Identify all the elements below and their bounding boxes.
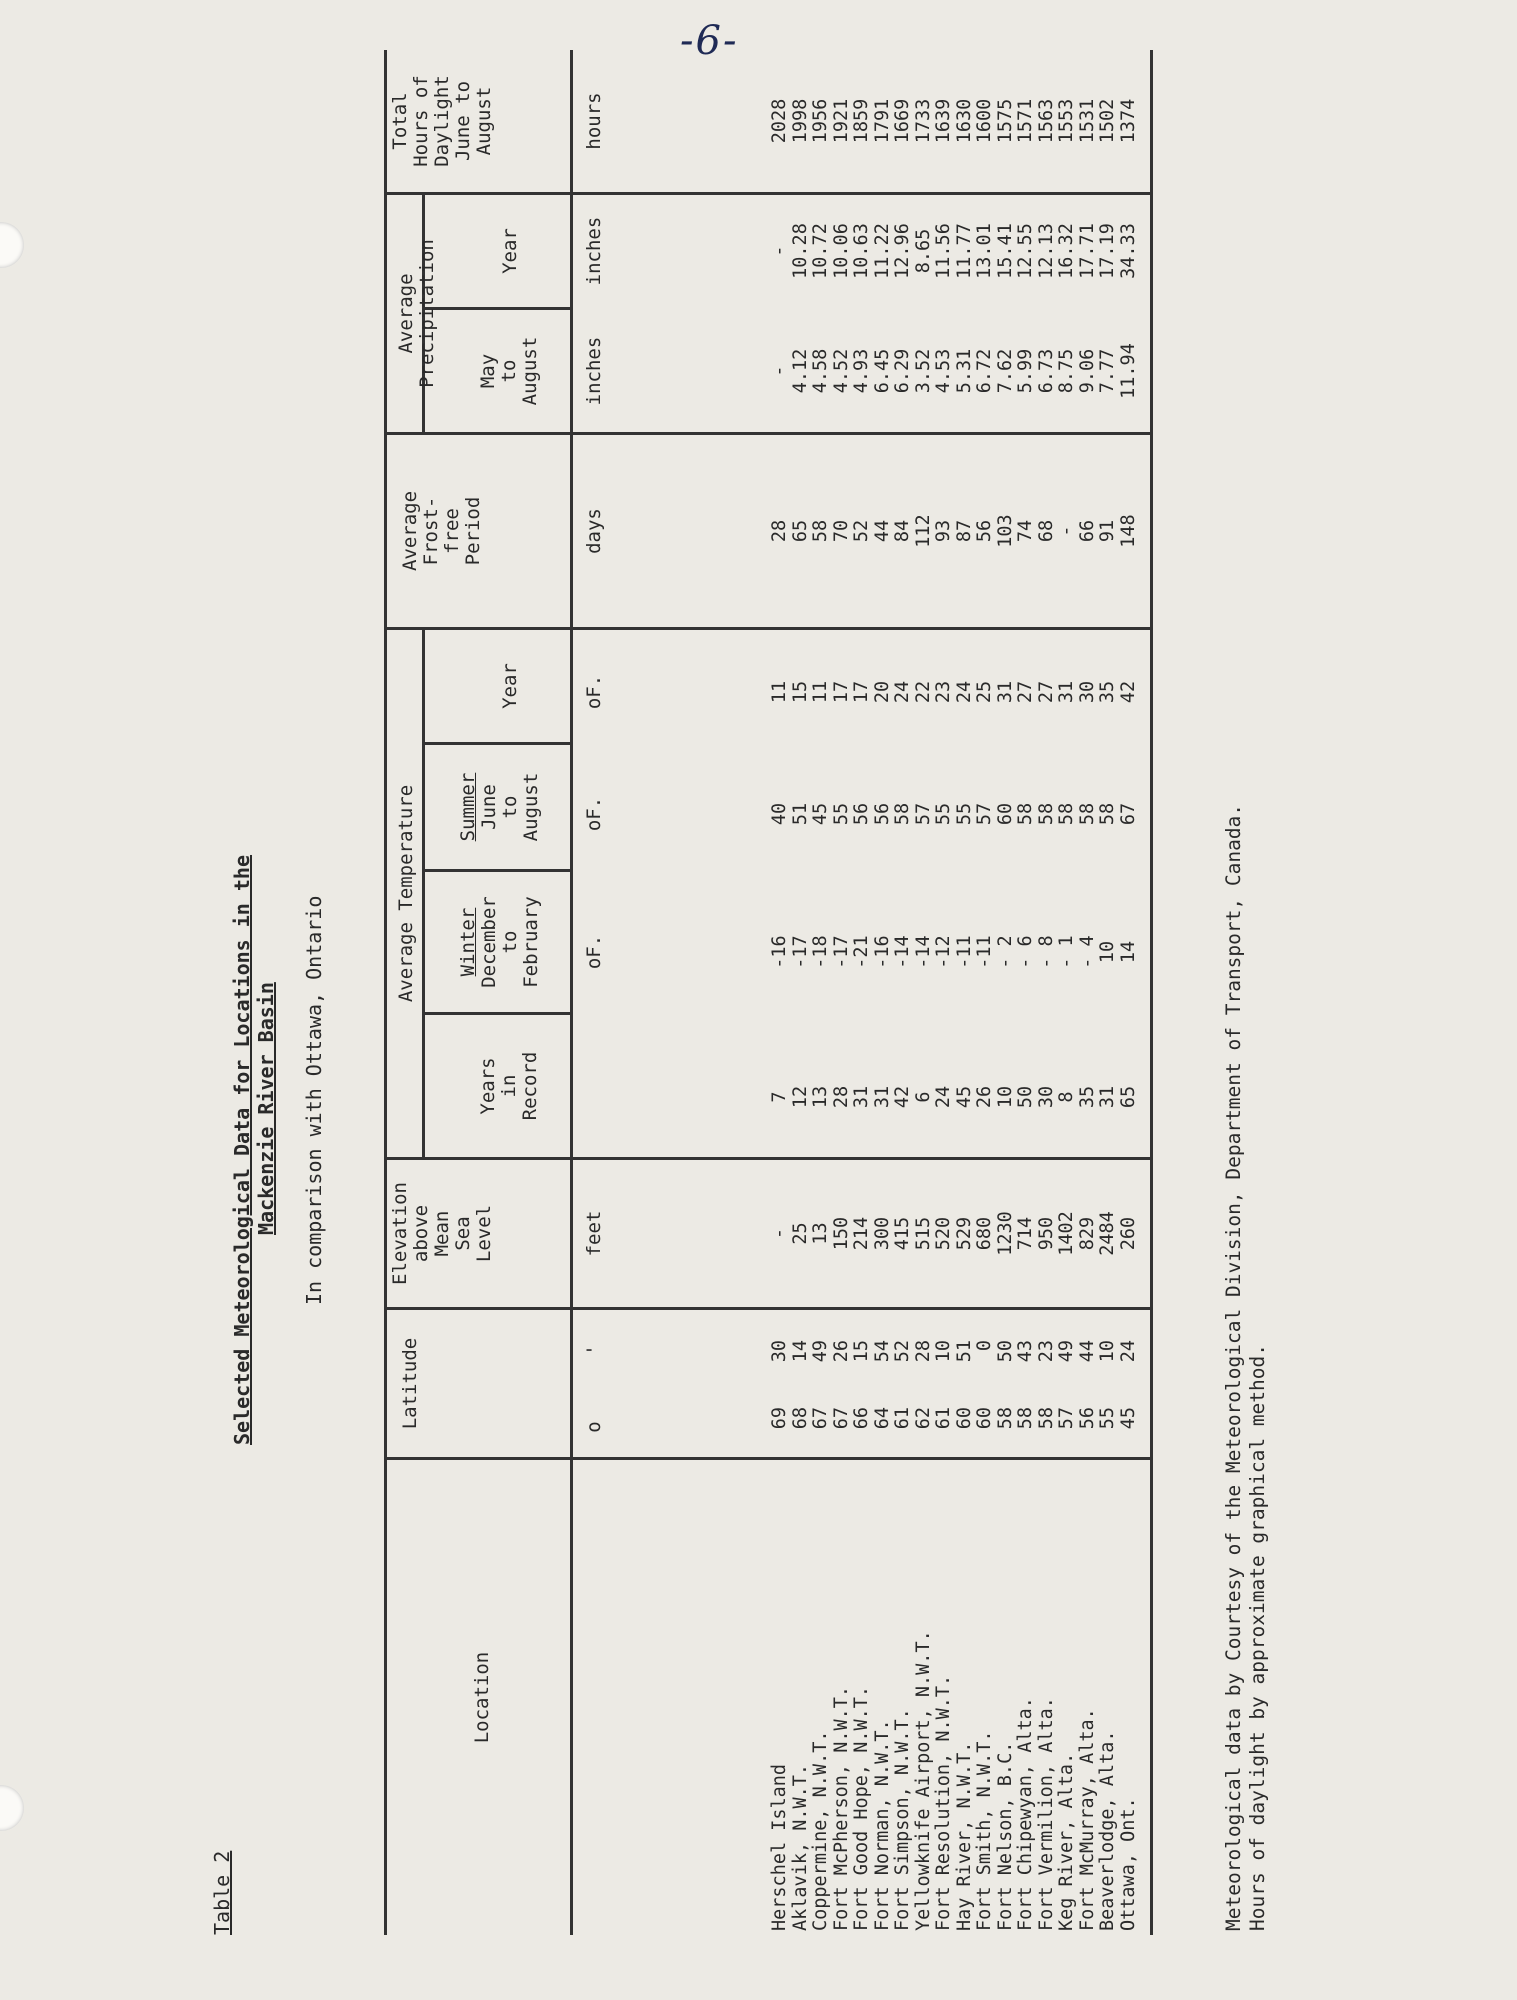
table-cell-summer: 45 xyxy=(810,802,831,826)
table-cell-location: Ottawa, Ont. xyxy=(1117,1797,1139,1931)
table-cell-may_aug: 9.06 xyxy=(1076,348,1098,394)
header-daylight: Total Hours of Daylight June to August xyxy=(389,75,495,167)
table-cell-year: 27 xyxy=(1035,680,1057,704)
table-cell-frost: 58 xyxy=(810,519,831,543)
table-cell-daylight: 1669 xyxy=(892,98,913,144)
table-cell-year: 24 xyxy=(953,680,975,704)
table-cell-elev: 150 xyxy=(830,1216,852,1251)
unit-precip-year: inches xyxy=(583,216,605,286)
table-cell-daylight: 1502 xyxy=(1097,98,1118,144)
table-cell-frost: - xyxy=(1056,525,1077,537)
table-cell-winter: -11 xyxy=(974,935,995,969)
table-cell-elev: 13 xyxy=(810,1222,831,1245)
table-cell-lat_deg: 61 xyxy=(933,1407,954,1430)
table-cell-precip_year: 11.56 xyxy=(933,223,954,279)
column-years xyxy=(770,1037,1139,1157)
table-cell-lat_deg: 58 xyxy=(1035,1407,1057,1430)
table-cell-years: 12 xyxy=(789,1085,811,1109)
table-cell-may_aug: 4.12 xyxy=(789,348,811,394)
table-cell-lat_deg: 56 xyxy=(1076,1407,1098,1430)
table-cell-daylight: 1531 xyxy=(1076,98,1098,144)
table-cell-daylight: 1630 xyxy=(953,98,975,144)
column-precip-may xyxy=(770,310,1139,432)
table-cell-may_aug: 6.45 xyxy=(871,348,893,394)
temp-group-rule xyxy=(422,630,425,1160)
table-cell-year: 11 xyxy=(810,680,831,704)
header-precip-year: Year xyxy=(499,228,521,274)
footnote-2: Hours of daylight by approximate graphical method. xyxy=(1246,1344,1269,1931)
table-cell-lat_deg: 58 xyxy=(994,1407,1016,1430)
table-cell-precip_year: 16.32 xyxy=(1056,223,1077,279)
table-cell-winter: 14 xyxy=(1117,940,1139,964)
column-daylight xyxy=(770,50,1139,192)
header-frost-free: Average Frost- free Period xyxy=(399,490,484,572)
table-cell-years: 31 xyxy=(1097,1085,1118,1109)
table-cell-years: 10 xyxy=(994,1085,1016,1109)
table-cell-precip_year: 17.71 xyxy=(1076,223,1098,279)
table-cell-years: 45 xyxy=(953,1085,975,1109)
table-cell-may_aug: 4.53 xyxy=(933,348,954,394)
table-cell-daylight: 1639 xyxy=(933,98,954,144)
table-cell-location: Fort Resolution, N.W.T. xyxy=(933,1674,954,1931)
table-cell-precip_year: 10.28 xyxy=(789,223,811,279)
table-cell-elev: 529 xyxy=(953,1216,975,1251)
table-cell-may_aug: 6.73 xyxy=(1035,348,1057,394)
table-cell-lat_deg: 64 xyxy=(871,1407,893,1430)
table-cell-winter: - 2 xyxy=(994,935,1016,969)
table-cell-years: 35 xyxy=(1076,1085,1098,1109)
table-cell-summer: 55 xyxy=(830,802,852,826)
table-cell-lat_deg: 67 xyxy=(830,1407,852,1430)
table-cell-lat_min: 23 xyxy=(1035,1340,1057,1363)
table-cell-winter: -17 xyxy=(789,935,811,969)
table-cell-years: 28 xyxy=(830,1085,852,1109)
binder-hole xyxy=(0,222,24,268)
column-elevation xyxy=(770,1160,1139,1307)
table-cell-precip_year: 12.96 xyxy=(892,223,913,279)
table-cell-lat_min: 10 xyxy=(1097,1340,1118,1363)
table-cell-precip_year: 10.06 xyxy=(830,223,852,279)
table-cell-year: 42 xyxy=(1117,680,1139,704)
table-cell-lat_min: 10 xyxy=(933,1340,954,1363)
table-cell-years: 8 xyxy=(1056,1091,1077,1103)
table-cell-may_aug: 5.31 xyxy=(953,348,975,394)
table-cell-precip_year: - xyxy=(769,245,790,257)
table-cell-lat_min: 50 xyxy=(994,1340,1016,1363)
table-cell-elev: 950 xyxy=(1035,1216,1057,1251)
table-cell-years: 30 xyxy=(1035,1085,1057,1109)
table-cell-daylight: 1956 xyxy=(810,98,831,144)
table-cell-summer: 60 xyxy=(994,802,1016,826)
table-cell-winter: 10 xyxy=(1097,940,1118,964)
rotated-table-page xyxy=(210,35,1380,1935)
table-cell-winter: -12 xyxy=(933,935,954,969)
table-cell-lat_min: 49 xyxy=(1056,1340,1077,1363)
table-cell-may_aug: 4.52 xyxy=(830,348,852,394)
table-cell-location: Hay River, N.W.T. xyxy=(953,1741,975,1931)
table-cell-lat_deg: 55 xyxy=(1097,1407,1118,1430)
table-cell-years: 26 xyxy=(974,1085,995,1109)
binder-hole xyxy=(0,1785,24,1831)
table-cell-location: Fort McMurray, Alta. xyxy=(1076,1708,1098,1931)
header-average-precipitation: Average Precipitation xyxy=(395,239,438,388)
table-cell-year: 17 xyxy=(851,680,872,704)
table-cell-lat_deg: 58 xyxy=(1015,1407,1036,1430)
table-cell-frost: 68 xyxy=(1035,519,1057,543)
table-cell-precip_year: 8.65 xyxy=(912,228,934,274)
table-cell-lat_min: 49 xyxy=(810,1340,831,1363)
table-cell-years: 50 xyxy=(1015,1085,1036,1109)
table-cell-winter: -18 xyxy=(810,935,831,969)
table-cell-lat_deg: 45 xyxy=(1117,1407,1139,1430)
table-cell-lat_min: 44 xyxy=(1076,1340,1098,1363)
header-elevation: Elevation above Mean Sea Level xyxy=(389,1182,495,1285)
table-cell-may_aug: 11.94 xyxy=(1117,343,1139,399)
table-cell-elev: 25 xyxy=(789,1222,811,1245)
table-cell-year: 15 xyxy=(789,680,811,704)
table-cell-summer: 57 xyxy=(974,802,995,826)
footnote-1: Meteorological data by Courtesy of the Meteorological Division, Department of Transport, Canada. xyxy=(1222,803,1245,1931)
table-cell-daylight: 1575 xyxy=(994,98,1016,144)
table-cell-precip_year: 34.33 xyxy=(1117,223,1139,279)
table-cell-year: 31 xyxy=(994,680,1016,704)
table-cell-may_aug: 6.72 xyxy=(974,348,995,394)
table-cell-year: 11 xyxy=(769,680,790,704)
table-cell-lat_min: 24 xyxy=(1117,1340,1139,1363)
table-cell-elev: 520 xyxy=(933,1216,954,1251)
table-cell-years: 7 xyxy=(769,1091,790,1103)
table-cell-year: 25 xyxy=(974,680,995,704)
table-cell-lat_min: 0 xyxy=(974,1340,995,1352)
column-temp-year xyxy=(770,642,1139,742)
table-cell-lat_min: 15 xyxy=(851,1340,872,1363)
table-cell-lat_min: 54 xyxy=(871,1340,893,1363)
table-cell-years: 42 xyxy=(892,1085,913,1109)
table-cell-frost: 74 xyxy=(1015,519,1036,543)
column-winter xyxy=(770,892,1139,1012)
table-cell-elev: 1402 xyxy=(1056,1211,1077,1256)
table-cell-frost: 148 xyxy=(1117,514,1139,548)
col-rule xyxy=(384,1307,1153,1310)
table-cell-summer: 55 xyxy=(953,802,975,826)
table-cell-may_aug: 5.99 xyxy=(1015,348,1036,394)
unit-elevation: feet xyxy=(583,1210,605,1257)
table-cell-may_aug: 4.58 xyxy=(810,348,831,394)
header-latitude: Latitude xyxy=(399,1337,421,1430)
table-cell-summer: 67 xyxy=(1117,802,1139,826)
table-cell-precip_year: 10.72 xyxy=(810,223,831,279)
table-cell-location: Coppermine, N.W.T. xyxy=(810,1730,831,1931)
table-cell-may_aug: 3.52 xyxy=(912,348,934,394)
table-cell-elev: 1230 xyxy=(994,1211,1016,1256)
table-cell-winter: -14 xyxy=(912,935,934,969)
table-cell-frost: 103 xyxy=(994,514,1016,548)
table-cell-winter: - 6 xyxy=(1015,935,1036,969)
table-cell-lat_deg: 68 xyxy=(789,1407,811,1430)
unit-lat-deg: o xyxy=(583,1421,605,1433)
unit-winter: oF. xyxy=(583,934,605,970)
table-cell-location: Fort McPherson, N.W.T. xyxy=(830,1685,852,1931)
table-cell-summer: 56 xyxy=(851,802,872,826)
table-cell-daylight: 2028 xyxy=(769,98,790,144)
header-precip-may-aug: May to August xyxy=(477,336,541,406)
table-cell-precip_year: 10.63 xyxy=(851,223,872,279)
column-frost xyxy=(770,435,1139,627)
table-cell-winter: -14 xyxy=(892,935,913,969)
table-cell-frost: 93 xyxy=(933,519,954,543)
table-cell-elev: 214 xyxy=(851,1216,872,1251)
table-cell-winter: -17 xyxy=(830,935,852,969)
table-cell-winter: -11 xyxy=(953,935,975,969)
table-cell-summer: 55 xyxy=(933,802,954,826)
table-cell-frost: 52 xyxy=(851,519,872,543)
unit-lat-min: ' xyxy=(583,1344,605,1356)
table-cell-location: Aklavik, N.W.T. xyxy=(789,1763,811,1931)
table-cell-year: 30 xyxy=(1076,680,1098,704)
table-cell-location: Fort Chipewyan, Alta. xyxy=(1015,1697,1036,1931)
table-cell-precip_year: 12.13 xyxy=(1035,223,1057,279)
table-cell-may_aug: 4.93 xyxy=(851,348,872,394)
table-cell-winter: -16 xyxy=(769,935,790,969)
table-label: Table 2 xyxy=(210,1850,234,1935)
table-cell-elev: 515 xyxy=(912,1216,934,1251)
table-cell-precip_year: 13.01 xyxy=(974,223,995,279)
table-cell-elev: 714 xyxy=(1015,1216,1036,1251)
table-cell-summer: 40 xyxy=(769,802,790,826)
table-cell-location: Fort Simpson, N.W.T. xyxy=(892,1708,913,1931)
column-location xyxy=(770,1461,1139,1931)
page-number: -6- xyxy=(680,18,739,64)
table-cell-daylight: 1859 xyxy=(851,98,872,144)
table-cell-year: 22 xyxy=(912,680,934,704)
table-cell-year: 24 xyxy=(892,680,913,704)
table-cell-frost: 56 xyxy=(974,519,995,543)
table-cell-location: Fort Smith, N.W.T. xyxy=(974,1730,995,1931)
table-cell-daylight: 1553 xyxy=(1056,98,1077,144)
table-cell-year: 23 xyxy=(933,680,954,704)
table-cell-location: Herschel Island xyxy=(769,1763,790,1931)
header-temp-year: Year xyxy=(499,663,521,709)
table-cell-summer: 58 xyxy=(1056,802,1077,826)
table-cell-frost: 112 xyxy=(912,514,934,548)
table-cell-precip_year: 17.19 xyxy=(1097,223,1118,279)
table-cell-lat_min: 52 xyxy=(892,1340,913,1363)
table-cell-location: Fort Nelson, B.C. xyxy=(994,1741,1016,1931)
column-lat-deg xyxy=(770,1407,1139,1457)
header-summer: Summer June to August xyxy=(457,772,542,842)
table-cell-winter: -16 xyxy=(871,935,893,969)
subtitle: In comparison with Ottawa, Ontario xyxy=(302,895,326,1305)
table-cell-summer: 58 xyxy=(1076,802,1098,826)
table-cell-lat_deg: 66 xyxy=(851,1407,872,1430)
table-cell-location: Beaverlodge, Alta. xyxy=(1097,1730,1118,1931)
col-rule xyxy=(384,1457,1153,1460)
table-cell-daylight: 1791 xyxy=(871,98,893,144)
table-cell-elev: 415 xyxy=(892,1216,913,1251)
table-cell-precip_year: 15.41 xyxy=(994,223,1016,279)
table-top-rule xyxy=(384,50,387,1935)
unit-summer: oF. xyxy=(583,796,605,832)
table-cell-year: 27 xyxy=(1015,680,1036,704)
table-cell-lat_min: 51 xyxy=(953,1340,975,1363)
table-cell-may_aug: - xyxy=(769,365,790,377)
table-cell-precip_year: 12.55 xyxy=(1015,223,1036,279)
table-cell-lat_deg: 69 xyxy=(769,1407,790,1430)
table-cell-winter: - 8 xyxy=(1035,935,1057,969)
table-cell-location: Yellowknife Airport, N.W.T. xyxy=(912,1630,934,1931)
table-cell-years: 13 xyxy=(810,1085,831,1109)
unit-frost: days xyxy=(583,508,605,554)
header-winter: Winter December to February xyxy=(457,896,542,988)
table-cell-daylight: 1733 xyxy=(912,98,934,144)
table-cell-frost: 65 xyxy=(789,519,811,543)
table-cell-daylight: 1374 xyxy=(1117,98,1139,144)
table-cell-elev: 829 xyxy=(1076,1216,1098,1251)
table-cell-elev: 2484 xyxy=(1097,1211,1118,1256)
table-cell-frost: 28 xyxy=(769,519,790,543)
table-cell-lat_deg: 60 xyxy=(953,1407,975,1430)
table-cell-frost: 66 xyxy=(1076,519,1098,543)
table-cell-winter: - 4 xyxy=(1076,935,1098,969)
table-cell-daylight: 1998 xyxy=(789,98,811,144)
table-cell-daylight: 1600 xyxy=(974,98,995,144)
table-cell-frost: 84 xyxy=(892,519,913,543)
table-cell-elev: - xyxy=(769,1227,790,1240)
table-cell-summer: 51 xyxy=(789,802,811,826)
table-cell-daylight: 1921 xyxy=(830,98,852,144)
table-cell-summer: 58 xyxy=(1035,802,1057,826)
table-cell-frost: 87 xyxy=(953,519,975,543)
title-line-1: Selected Meteorological Data for Locations in the xyxy=(230,854,254,1445)
table-cell-may_aug: 7.77 xyxy=(1097,348,1118,394)
table-cell-summer: 58 xyxy=(1097,802,1118,826)
table-cell-years: 65 xyxy=(1117,1085,1139,1109)
unit-daylight: hours xyxy=(583,92,605,150)
table-cell-may_aug: 6.29 xyxy=(892,348,913,394)
table-cell-year: 31 xyxy=(1056,680,1077,704)
table-cell-elev: 680 xyxy=(974,1216,995,1251)
table-cell-years: 6 xyxy=(912,1091,934,1103)
table-cell-lat_min: 43 xyxy=(1015,1340,1036,1363)
table-cell-elev: 300 xyxy=(871,1216,893,1251)
header-years-in-record: Years in Record xyxy=(477,1051,541,1121)
table-bottom-rule xyxy=(1150,50,1153,1935)
table-cell-lat_min: 26 xyxy=(830,1340,852,1363)
table-cell-lat_deg: 62 xyxy=(912,1407,934,1430)
table-cell-lat_deg: 67 xyxy=(810,1407,831,1430)
table-cell-winter: - 1 xyxy=(1056,935,1077,969)
table-cell-summer: 57 xyxy=(912,802,934,826)
table-cell-location: Keg River, Alta. xyxy=(1056,1752,1077,1931)
unit-temp-year: oF. xyxy=(583,674,605,710)
table-cell-summer: 56 xyxy=(871,802,893,826)
table-cell-lat_deg: 60 xyxy=(974,1407,995,1430)
table-cell-years: 31 xyxy=(851,1085,872,1109)
table-cell-year: 35 xyxy=(1097,680,1118,704)
unit-precip-may: inches xyxy=(583,336,605,406)
table-cell-location: Fort Norman, N.W.T. xyxy=(871,1719,893,1931)
table-cell-may_aug: 7.62 xyxy=(994,348,1016,394)
table-cell-summer: 58 xyxy=(892,802,913,826)
table-cell-lat_min: 28 xyxy=(912,1340,934,1363)
table-cell-lat_deg: 57 xyxy=(1056,1407,1077,1430)
table-cell-location: Fort Vermilion, Alta. xyxy=(1035,1697,1057,1931)
column-precip-year xyxy=(770,195,1139,307)
table-cell-years: 31 xyxy=(871,1085,893,1109)
table-cell-may_aug: 8.75 xyxy=(1056,348,1077,394)
table-cell-years: 24 xyxy=(933,1085,954,1109)
table-cell-frost: 44 xyxy=(871,519,893,543)
table-cell-lat_min: 14 xyxy=(789,1340,811,1363)
table-cell-daylight: 1571 xyxy=(1015,98,1036,144)
table-cell-winter: -21 xyxy=(851,935,872,969)
table-cell-summer: 58 xyxy=(1015,802,1036,826)
table-cell-frost: 91 xyxy=(1097,519,1118,543)
table-cell-year: 17 xyxy=(830,680,852,704)
title-line-2: Mackenzie River Basin xyxy=(254,982,278,1235)
header-location: Location xyxy=(471,1651,493,1744)
column-lat-min xyxy=(770,1340,1139,1390)
header-bottom-rule xyxy=(570,50,573,1935)
header-average-temperature: Average Temperature xyxy=(395,784,417,1003)
table-cell-precip_year: 11.77 xyxy=(953,223,975,279)
table-cell-lat_min: 30 xyxy=(769,1340,790,1363)
table-cell-lat_deg: 61 xyxy=(892,1407,913,1430)
table-cell-frost: 70 xyxy=(830,519,852,543)
table-cell-precip_year: 11.22 xyxy=(871,223,893,279)
column-summer xyxy=(770,759,1139,869)
table-cell-location: Fort Good Hope, N.W.T. xyxy=(851,1685,872,1931)
table-cell-year: 20 xyxy=(871,680,893,704)
table-cell-daylight: 1563 xyxy=(1035,98,1057,144)
table-cell-elev: 260 xyxy=(1117,1216,1139,1251)
